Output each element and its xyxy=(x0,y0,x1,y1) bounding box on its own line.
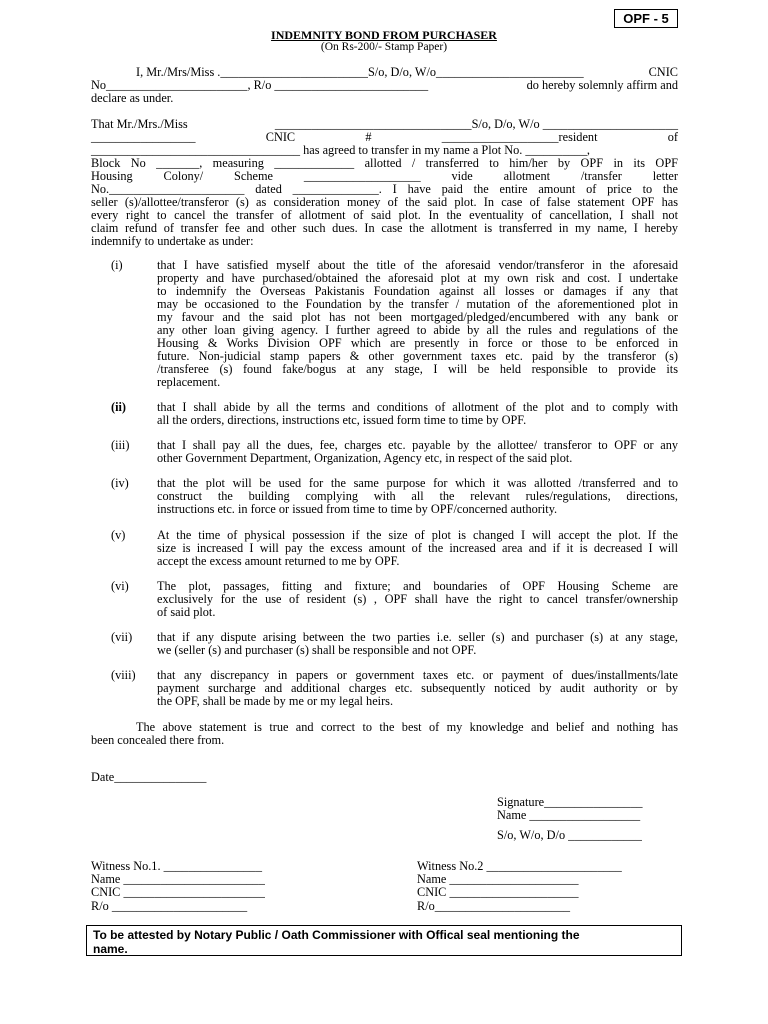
item-line: that the plot will be used for the same purpose for which it was allotted /transferred and to xyxy=(157,476,678,490)
main-text: Colony/ xyxy=(163,169,204,183)
witness1-field[interactable]: Witness No.1. ________________ xyxy=(91,859,262,873)
witness2-address-field[interactable]: R/o______________________ xyxy=(417,899,571,913)
signer-name-field[interactable]: Name __________________ xyxy=(497,808,641,822)
witness1-name-field[interactable]: Name _______________________ xyxy=(91,872,265,886)
main-blank: _________________ xyxy=(91,130,196,144)
main-block-field: Block No _______, measuring _____________ allotted / transferred to him/her by OPF in its OPF xyxy=(91,156,678,170)
item-line: At the time of physical possession if the size of plot is changed I will accept the plot. If the xyxy=(157,528,678,542)
main-text: indemnify to undertake as under: xyxy=(91,234,254,248)
form-code-box: OPF - 5 xyxy=(614,9,678,28)
closing-statement xyxy=(91,721,678,747)
date-field[interactable]: Date_______________ xyxy=(91,770,207,784)
item-text xyxy=(157,477,678,516)
intro-cnic-label: CNIC xyxy=(648,65,678,79)
witness1-address-field[interactable]: R/o ______________________ xyxy=(91,899,248,913)
main-seller-field: ________________________________S/o, D/o, W/o ______________________ xyxy=(274,117,678,131)
main-text: allotment xyxy=(503,169,551,183)
item-number: (iv) xyxy=(111,476,129,490)
main-text: of xyxy=(667,130,678,144)
item-line: instructions etc. in force or issued from time to time by OPF/concerned authority. xyxy=(157,502,558,516)
item-line: payment surcharge and additional charges etc. subsequently noticed by audit authority or by xyxy=(157,681,678,695)
item-text xyxy=(157,529,678,568)
item-line: construct the building complying with all the relevant rules/regulations, directions, xyxy=(157,489,678,503)
witness1-cnic-field[interactable]: CNIC _______________________ xyxy=(91,885,265,899)
item-line: we (seller (s) and purchaser (s) shall be responsible and not OPF. xyxy=(157,643,477,657)
main-text: # xyxy=(365,130,372,144)
main-text: every right to cancel the transfer of allotment of said plot. In the eventuality of cancellation, I shall not xyxy=(91,208,678,222)
item-text xyxy=(157,439,678,465)
item-line: Housing & Works Division OPF which are presently in force or those to be enforced in xyxy=(157,336,678,350)
main-text: /transfer xyxy=(580,169,622,183)
main-text: CNIC xyxy=(265,130,296,144)
item-line: size is increased I will pay the excess amount of the increased area and if it is decreased I will xyxy=(157,541,678,555)
item-line: replacement. xyxy=(157,375,221,389)
document-subtitle: (On Rs-200/- Stamp Paper) xyxy=(320,41,448,53)
item-line: /transferee (s) found fake/bogus at any stage, I will be held responsible to provide its xyxy=(157,362,678,376)
item-line: all the orders, directions, instructions etc, issued form time to time by OPF. xyxy=(157,413,527,427)
item-text xyxy=(157,401,678,427)
main-text: Housing xyxy=(91,169,133,183)
closing-line: The above statement is true and correct to the best of my knowledge and belief and nothing has xyxy=(136,720,678,734)
item-line: of said plot. xyxy=(157,605,216,619)
item-text xyxy=(157,580,678,619)
item-number: (viii) xyxy=(111,668,136,682)
item-line: to indemnify the Overseas Pakistanis Foundation against all losses or damages if any that xyxy=(157,284,678,298)
item-line: other Government Department, Organization, Agency etc, in respect of the said plot. xyxy=(157,451,573,465)
item-line: may be occasioned to the Foundation by the transfer / mutation of the aforementioned plot in xyxy=(157,297,678,311)
item-text xyxy=(157,259,678,389)
main-paragraph-rest xyxy=(91,183,678,248)
item-line: that any discrepancy in papers or government taxes etc. or payment of dues/installments/late xyxy=(157,668,678,682)
item-number: (i) xyxy=(111,258,123,272)
main-scheme-field: ___________________ xyxy=(303,169,421,183)
witness2-field[interactable]: Witness No.2 ______________________ xyxy=(417,859,622,873)
main-plot-field: __________________________________ has agreed to transfer in my name a Plot No. __________, xyxy=(91,143,590,157)
main-text: That Mr./Mrs./Miss xyxy=(91,117,188,131)
main-letter-date-field: No.______________________ dated ______________. I have paid the entire amount of price to the xyxy=(91,182,678,196)
item-text xyxy=(157,631,678,657)
item-number: (vii) xyxy=(111,630,133,644)
intro-name-field: I, Mr./Mrs/Miss .________________________S/o, D/o, W/o________________________ xyxy=(136,65,584,79)
main-resident-field: ___________________resident xyxy=(441,130,598,144)
signature-field[interactable]: Signature________________ xyxy=(497,795,643,809)
item-line: The plot, passages, fitting and fixture; and boundaries of OPF Housing Scheme are xyxy=(157,579,678,593)
item-number: (ii) xyxy=(111,400,127,414)
item-line: any other loan giving agency. I further agreed to abide by all the rules and regulations of the xyxy=(157,323,678,337)
witness2-name-field[interactable]: Name _____________________ xyxy=(417,872,579,886)
intro-line-3: declare as under. xyxy=(91,91,174,105)
intro-affirm-text: do hereby solemnly affirm and xyxy=(526,78,678,92)
main-text: letter xyxy=(652,169,678,183)
item-number: (iii) xyxy=(111,438,130,452)
item-text xyxy=(157,669,678,708)
item-line: my favour and the said plot has not been mortgaged/pledged/encumbered with any bank or xyxy=(157,310,678,324)
notary-attestation-box xyxy=(86,925,682,956)
main-text: vide xyxy=(451,169,473,183)
notary-text: To be attested by Notary Public / Oath Commissioner with Offical seal mentioning the xyxy=(93,928,580,942)
item-line: that I shall abide by all the terms and conditions of allotment of the plot and to comply with xyxy=(157,400,678,414)
intro-line-2 xyxy=(91,79,678,92)
item-line: exclusively for the use of resident (s) , OPF shall have the right to cancel transfer/ownership xyxy=(157,592,678,606)
intro-cnic-residence-field: No_______________________, R/o _________________________ xyxy=(91,78,429,92)
notary-text: name. xyxy=(93,942,128,956)
item-number: (vi) xyxy=(111,579,129,593)
item-line: property and have purchased/obtained the aforesaid plot at my own risk and cost. I undertake xyxy=(157,271,678,285)
item-line: accept the excess amount returned to me by OPF. xyxy=(157,554,400,568)
item-number: (v) xyxy=(111,528,126,542)
signer-relation-field[interactable]: S/o, W/o, D/o ____________ xyxy=(497,828,642,842)
main-text: claim refund of transfer fee and other such dues. In case the allotment is transferred in my name, I hereby xyxy=(91,221,678,235)
item-line: future. Non-judicial stamp papers & other government taxes etc. paid by the transferor (s) xyxy=(157,349,678,363)
main-text: seller (s)/allottee/transferor (s) as consideration money of the said plot. In case of false statement OPF has xyxy=(91,195,678,209)
witness2-cnic-field[interactable]: CNIC _____________________ xyxy=(417,885,579,899)
closing-line: been concealed there from. xyxy=(91,733,225,747)
item-line: the OPF, shall be made by me or my legal heirs. xyxy=(157,694,394,708)
item-line: that I have satisfied myself about the title of the aforesaid vendor/transferor in the aforesaid xyxy=(157,258,678,272)
item-line: that if any dispute arising between the two parties i.e. seller (s) and purchaser (s) at any stage, xyxy=(157,630,678,644)
document-title: INDEMNITY BOND FROM PURCHASER xyxy=(271,28,497,42)
item-line: that I shall pay all the dues, fee, charges etc. payable by the allottee/ transferor to OPF or any xyxy=(157,438,678,452)
main-text: Scheme xyxy=(234,169,273,183)
